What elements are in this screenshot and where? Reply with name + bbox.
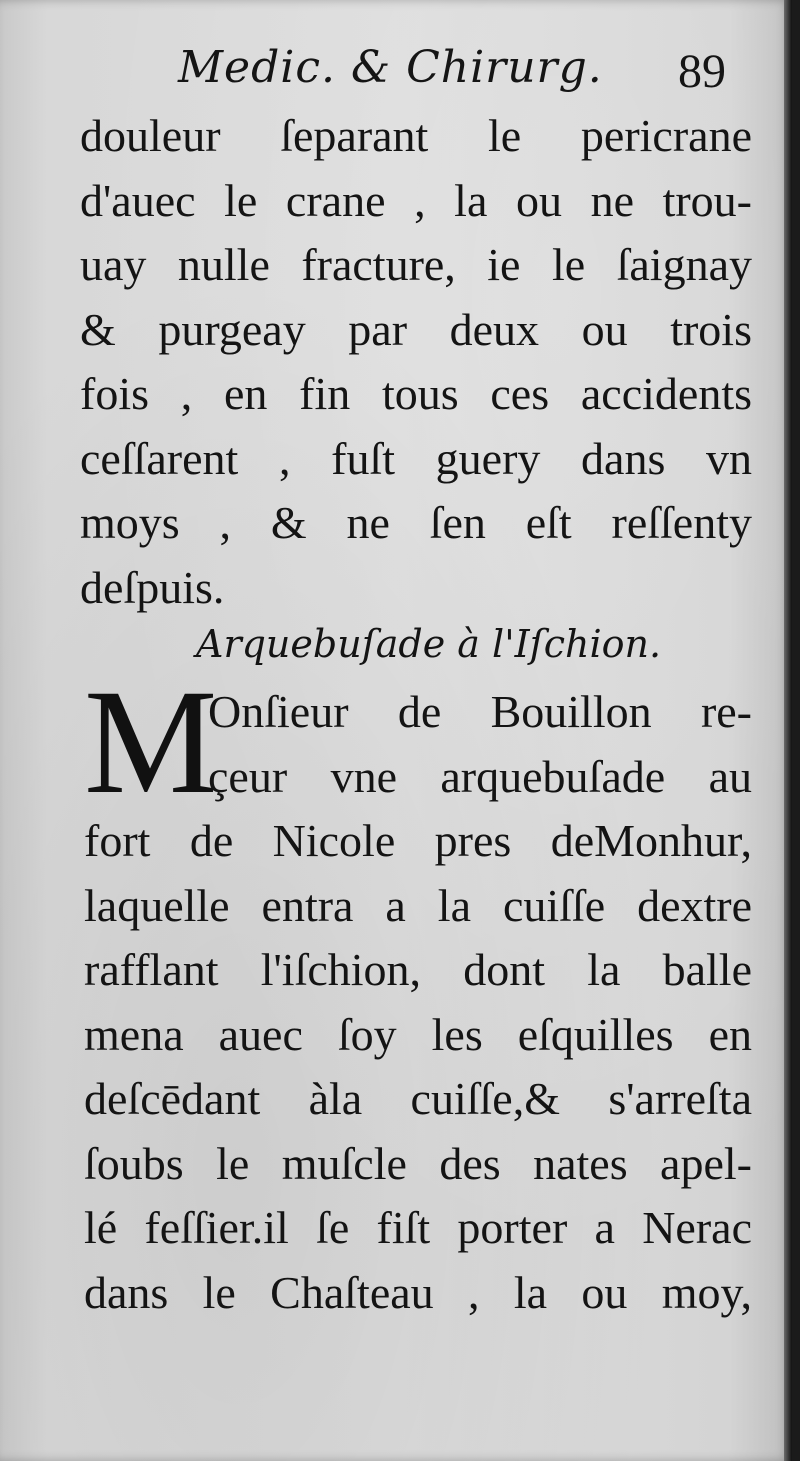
running-head (0, 38, 792, 108)
text-line: laquelle entra a la cuiſſe dextre (84, 879, 752, 931)
page-number: 89 (678, 45, 726, 98)
section-heading: Arquebuſade à l'Iſchion. (196, 622, 662, 666)
text-line: ſoubs le muſcle des nates apel- (84, 1137, 752, 1189)
paragraph-continued (80, 104, 752, 620)
section-paragraph (84, 659, 752, 1325)
text-line: & purgeay par deux ou trois (80, 303, 752, 355)
running-head-title: Medic. & Chirurg. (178, 42, 603, 93)
text-line: çeur vne arquebuſade au (208, 750, 752, 802)
text-line: dans le Chaſteau , la ou moy, (84, 1266, 752, 1318)
text-line: lé feſſier.il ſe fiſt porter a Nerac (84, 1202, 752, 1253)
page-edge (784, 0, 792, 1461)
text-line: douleur ſeparant le pericrane (80, 110, 752, 161)
drop-cap: M (84, 659, 218, 825)
text-line: rafflant l'iſchion, dont la balle (84, 944, 752, 995)
text-line: fois , en fin tous ces accidents (80, 368, 752, 419)
text-line: deſcēdant àla cuiſſe,& s'arreſta (84, 1073, 752, 1124)
text-line: uay nulle fracture, ie le ſaignay (80, 239, 752, 290)
text-line: mena auec ſoy les eſquilles en (84, 1008, 752, 1060)
text-line: fort de Nicole pres deMonhur, (84, 815, 752, 866)
text-line: ceſſarent , fuſt guery dans vn (80, 432, 752, 484)
text-line: deſpuis. (80, 561, 225, 613)
text-line: d'auec le crane , la ou ne trou- (80, 174, 752, 226)
text-line: moys , & ne ſen eſt reſſenty (80, 497, 752, 548)
text-line: Onſieur de Bouillon re- (208, 686, 752, 737)
